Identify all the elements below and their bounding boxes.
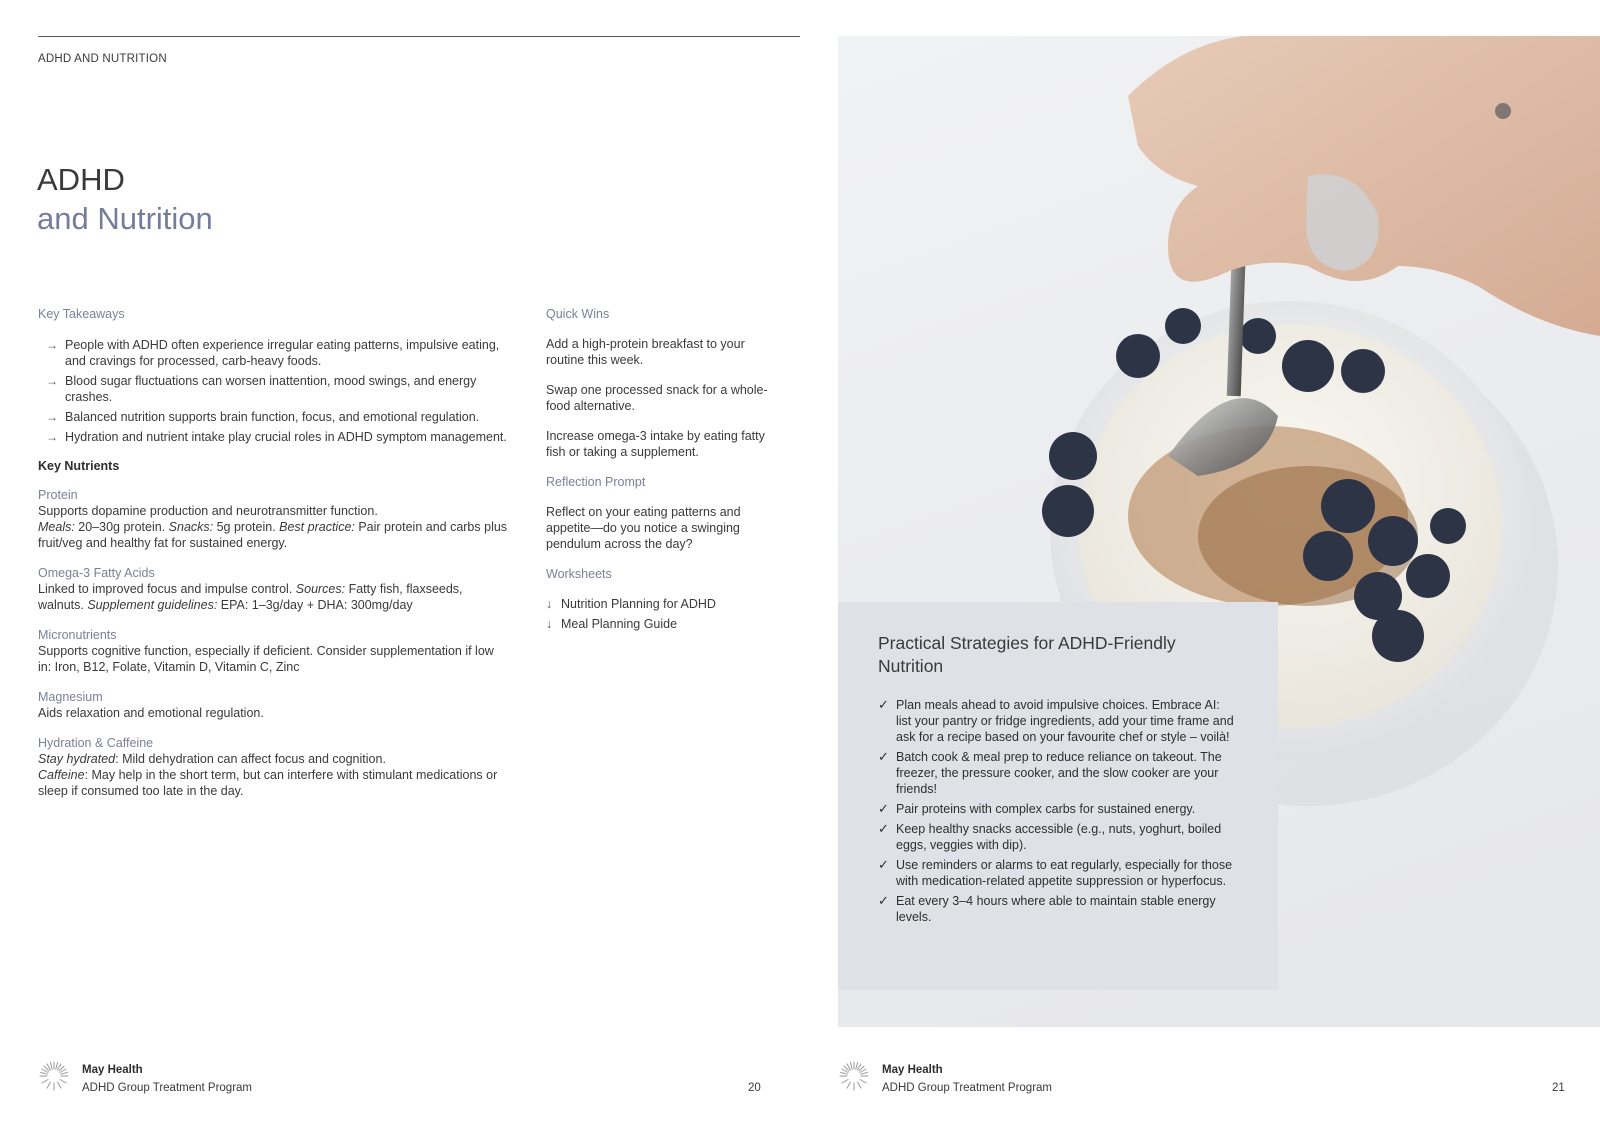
stay-hydrated-text: : Mild dehydration can affect focus and cognition.: [115, 752, 386, 766]
list-item-text: Plan meals ahead to avoid impulsive choices. Embrace AI: list your pantry or fridge ingredients, add your time frame and ask for a recipe based on your favourite chef or style – voilà!: [896, 698, 1234, 744]
right-column: [546, 306, 776, 636]
nutrient-label: Magnesium: [38, 690, 103, 704]
top-rule: [38, 36, 800, 37]
footer-brand: May Health: [82, 1064, 143, 1076]
quick-win-item: Swap one processed snack for a whole-food alternative.: [546, 383, 768, 413]
list-item-text: Keep healthy snacks accessible (e.g., nuts, yoghurt, boiled eggs, veggies with dip).: [896, 822, 1222, 852]
snacks-text: 5g protein.: [213, 520, 280, 534]
list-item: [878, 697, 1238, 745]
list-item-text: Balanced nutrition supports brain function, focus, and emotional regulation.: [65, 410, 480, 424]
check-icon: ✓: [878, 821, 889, 836]
worksheet-link-text: Nutrition Planning for ADHD: [561, 597, 716, 611]
snacks-label: Snacks:: [168, 520, 214, 534]
meals-label: Meals:: [38, 520, 75, 534]
key-nutrients-heading: Key Nutrients: [38, 459, 120, 473]
nutrient-label: Omega-3 Fatty Acids: [38, 566, 155, 580]
quick-win-item: Increase omega-3 intake by eating fatty fish or taking a supplement.: [546, 429, 765, 459]
supplement-label: Supplement guidelines:: [87, 598, 218, 612]
sources-text: Fatty fish, flaxseeds, walnuts.: [38, 582, 463, 612]
check-icon: ✓: [878, 857, 889, 872]
nutrient-line: Linked to improved focus and impulse control.: [38, 582, 296, 596]
reflection-prompt-text: Reflect on your eating patterns and appetite—do you notice a swinging pendulum across the day?: [546, 505, 741, 551]
list-item-text: Pair proteins with complex carbs for sustained energy.: [896, 802, 1196, 816]
check-icon: ✓: [878, 697, 889, 712]
footer-program: ADHD Group Treatment Program: [882, 1082, 1053, 1094]
best-practice-text: Pair protein and carbs plus fruit/veg and healthy fat for sustained energy.: [38, 520, 508, 550]
list-item-text: Eat every 3–4 hours where able to maintain stable energy levels.: [896, 894, 1216, 924]
strategies-callout: [838, 602, 1278, 990]
nutrient-protein: [38, 487, 508, 551]
title-line-1: ADHD: [37, 162, 125, 197]
nutrient-label: Micronutrients: [38, 628, 117, 642]
list-item: [878, 749, 1238, 797]
footer-program: ADHD Group Treatment Program: [82, 1082, 253, 1094]
key-takeaways-list: [38, 337, 508, 445]
page-number: 20: [748, 1082, 761, 1094]
worksheet-link-text: Meal Planning Guide: [561, 617, 678, 631]
list-item: [38, 337, 508, 369]
arrow-right-icon: →: [46, 374, 58, 388]
nutrient-micronutrients: [38, 627, 508, 675]
worksheets-label: Worksheets: [546, 567, 612, 581]
supplement-text: EPA: 1–3g/day + DHA: 300mg/day: [217, 598, 413, 612]
arrow-down-icon: ↓: [546, 617, 553, 631]
sunburst-logo-icon: [838, 1060, 870, 1092]
meals-text: 20–30g protein.: [74, 520, 169, 534]
reflection-prompt-label: Reflection Prompt: [546, 475, 646, 489]
title-line-2: and Nutrition: [37, 201, 213, 236]
arrow-down-icon: ↓: [546, 597, 553, 611]
page-number: 21: [1552, 1082, 1565, 1094]
nutrient-magnesium: [38, 689, 508, 721]
key-takeaways-label: Key Takeaways: [38, 307, 125, 321]
list-item: [38, 409, 508, 425]
nutrient-hydration: [38, 735, 508, 799]
nutrient-label: Protein: [38, 488, 78, 502]
list-item: [878, 821, 1238, 853]
list-item: [38, 429, 508, 445]
worksheet-link[interactable]: [546, 596, 776, 612]
check-icon: ✓: [878, 801, 889, 816]
stay-hydrated-label: Stay hydrated: [38, 752, 116, 766]
sources-label: Sources:: [295, 582, 346, 596]
sunburst-logo-icon: [38, 1060, 70, 1092]
check-icon: ✓: [878, 749, 889, 764]
list-item-text: Use reminders or alarms to eat regularly, especially for those with medication-related appetite suppression or hyperfocus.: [896, 858, 1233, 888]
nutrient-omega3: [38, 565, 508, 613]
strategies-title: Practical Strategies for ADHD-Friendly Nutrition: [878, 633, 1176, 676]
strategies-list: [878, 697, 1238, 925]
nutrient-text: [38, 751, 508, 799]
nutrient-text: Aids relaxation and emotional regulation.: [38, 706, 264, 720]
worksheet-link[interactable]: [546, 616, 776, 632]
footer-brand: May Health: [882, 1064, 943, 1076]
best-practice-label: Best practice:: [279, 520, 355, 534]
running-head: ADHD AND NUTRITION: [38, 53, 167, 65]
list-item-text: Blood sugar fluctuations can worsen inattention, mood swings, and energy crashes.: [65, 374, 477, 404]
right-page: [800, 0, 1600, 1131]
caffeine-label: Caffeine: [38, 768, 85, 782]
list-item: [878, 801, 1238, 817]
left-column: [38, 306, 508, 799]
nutrient-line: Supports dopamine production and neurotransmitter function.: [38, 504, 378, 518]
list-item-text: Batch cook & meal prep to reduce reliance on takeout. The freezer, the pressure cooker, and the slow cooker are your friends!: [896, 750, 1222, 796]
nutrient-text: Supports cognitive function, especially if deficient. Consider supplementation if low in: Iron, B12, Folate, Vitamin D, Vitamin C, Zinc: [38, 644, 494, 674]
caffeine-text: : May help in the short term, but can interfere with stimulant medications or sleep if consumed too late in the day.: [38, 768, 498, 798]
list-item: [878, 893, 1238, 925]
list-item: [878, 857, 1238, 889]
nutrient-text: [38, 503, 508, 551]
quick-win-item: Add a high-protein breakfast to your routine this week.: [546, 337, 745, 367]
list-item-text: People with ADHD often experience irregular eating patterns, impulsive eating, and cravings for processed, carb-heavy foods.: [65, 338, 500, 368]
nutrient-label: Hydration & Caffeine: [38, 736, 154, 750]
arrow-right-icon: →: [46, 410, 58, 424]
check-icon: ✓: [878, 893, 889, 908]
worksheets-list: [546, 596, 776, 632]
nutrient-text: [38, 581, 508, 613]
page-title: [37, 160, 213, 238]
quick-wins-label: Quick Wins: [546, 307, 610, 321]
list-item: [38, 373, 508, 405]
list-item-text: Hydration and nutrient intake play crucial roles in ADHD symptom management.: [65, 430, 507, 444]
arrow-right-icon: →: [46, 430, 58, 444]
arrow-right-icon: →: [46, 338, 58, 352]
